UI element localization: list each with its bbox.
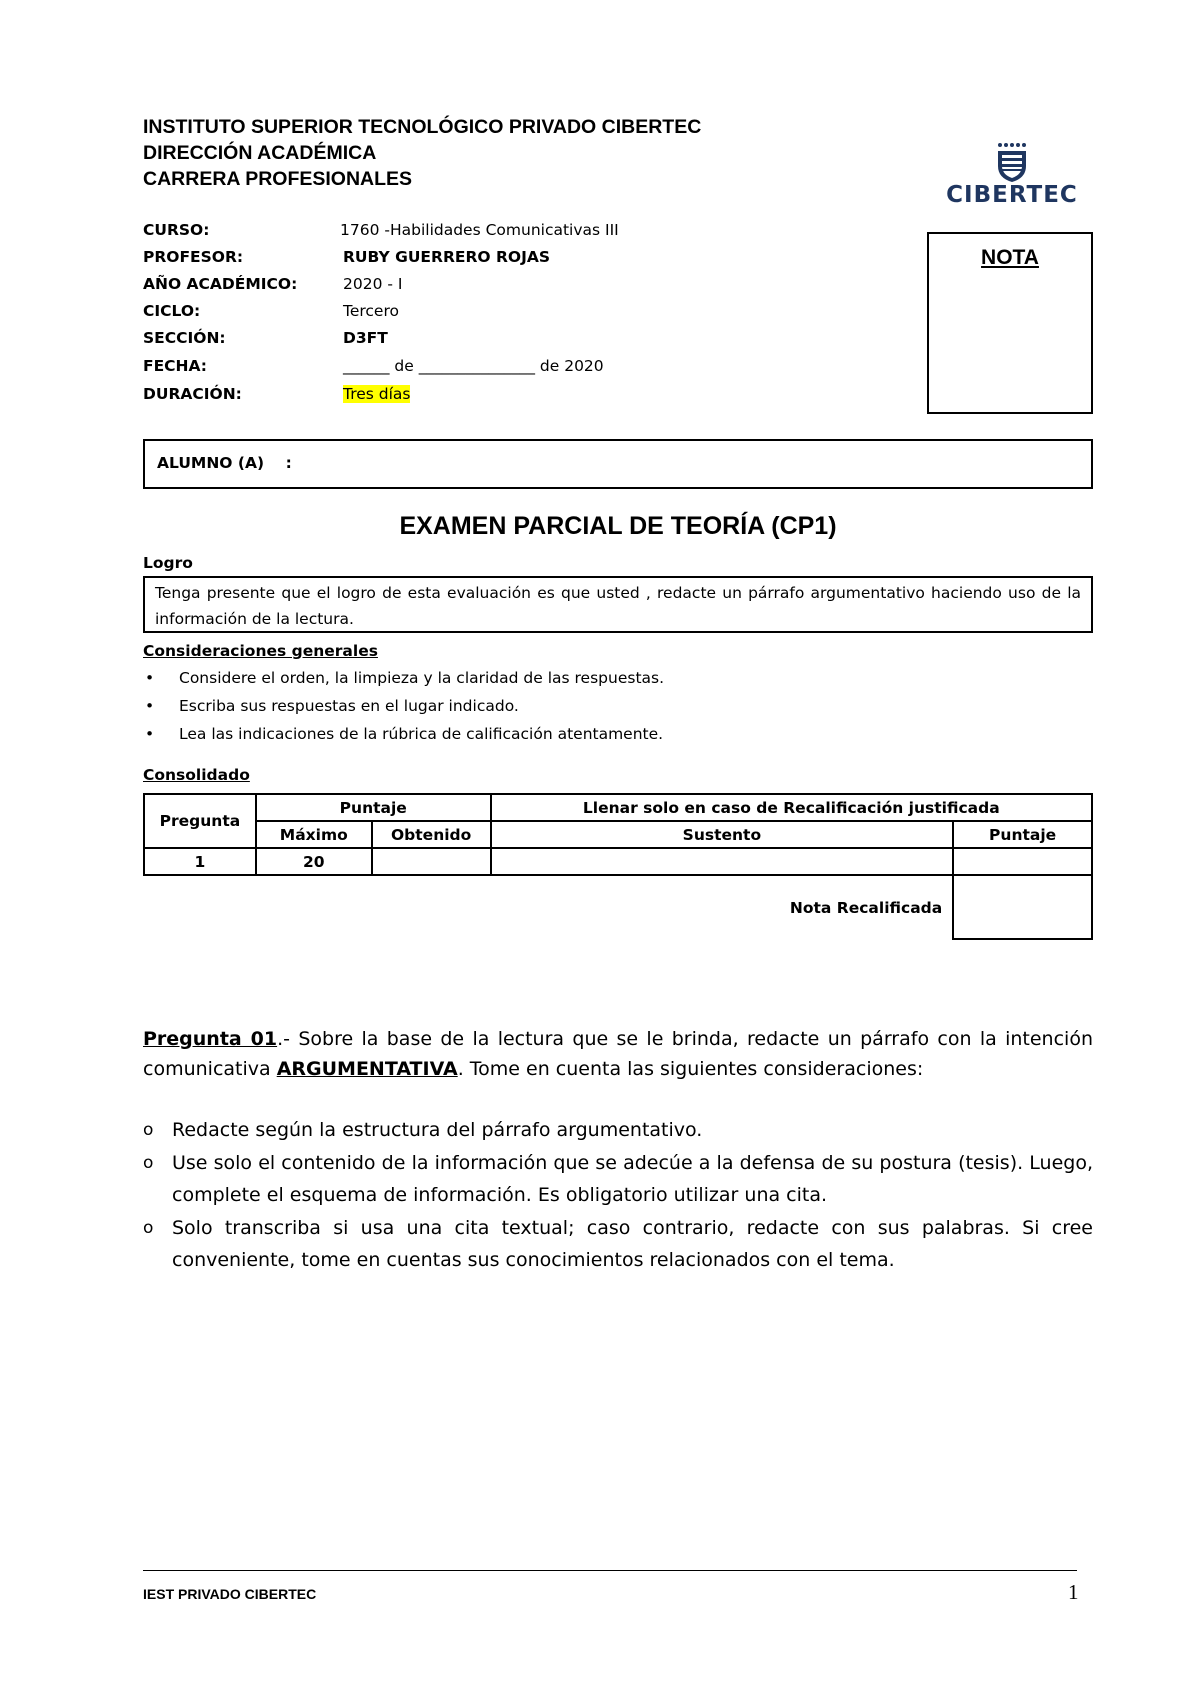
course-value: 1760 -Habilidades Comunicativas III	[340, 221, 619, 239]
table-header-row	[144, 794, 1092, 821]
grade-box[interactable]	[927, 232, 1093, 414]
list-item-text: Solo transcriba si usa una cita textual; caso contrario, redacte con sus palabras. Si cree conveniente, tome en cuentas sus conocimientos relacionados con el tema.	[172, 1216, 1093, 1271]
question-text-part1: .- Sobre la base de la lectura que se le brinda, redacte un párrafo con la intención comunicativa	[143, 1028, 1093, 1080]
considerations-list	[143, 664, 1093, 748]
duration-value	[343, 385, 410, 403]
header-obtenido: Obtenido	[372, 821, 491, 848]
achievement-box: Tenga presente que el logro de esta evaluación es que usted , redacte un párrafo argumentativo haciendo uso de la información de la lectura.	[143, 576, 1093, 633]
institution-name: INSTITUTO SUPERIOR TECNOLÓGICO PRIVADO CIBERTEC	[143, 116, 702, 138]
footer-divider	[143, 1570, 1077, 1571]
list-item	[143, 692, 1093, 720]
bullet-icon: •	[145, 697, 155, 715]
nota-recalificada-label: Nota Recalificada	[789, 898, 943, 917]
achievement-label: Logro	[143, 554, 193, 572]
question-label: Pregunta 01	[143, 1028, 278, 1050]
bullet-icon: •	[145, 725, 155, 743]
general-considerations-label: Consideraciones generales	[143, 642, 378, 660]
professor-value: RUBY GUERRERO ROJAS	[343, 248, 551, 266]
circle-bullet-icon: o	[143, 1120, 154, 1140]
career-label: CARRERA PROFESIONALES	[143, 168, 413, 190]
header-recalificacion: Llenar solo en caso de Recalificación justificada	[491, 794, 1092, 821]
bullet-icon: •	[145, 669, 155, 687]
table-subheader-row	[144, 821, 1092, 848]
question-emphasis: ARGUMENTATIVA	[276, 1058, 458, 1080]
shield-icon	[936, 142, 1088, 182]
course-label: CURSO:	[143, 221, 210, 239]
cibertec-logo	[936, 142, 1088, 212]
list-item-text: Use solo el contenido de la información que se adecúe a la defensa de su postura (tesis). Luego, complete el esquema de información. Es obligatorio utilizar una cita.	[172, 1151, 1093, 1206]
cell-obtenido[interactable]	[372, 848, 491, 875]
duration-label: DURACIÓN:	[143, 385, 242, 403]
page-number: 1	[1068, 1580, 1079, 1604]
header-puntaje: Puntaje	[256, 794, 491, 821]
date-value: ______ de _______________ de 2020	[343, 357, 604, 375]
footer-institution: IEST PRIVADO CIBERTEC	[143, 1586, 317, 1602]
logo-text: CIBERTEC	[946, 182, 1078, 208]
table-row	[144, 848, 1092, 875]
list-item	[143, 1114, 1093, 1147]
cycle-label: CICLO:	[143, 302, 201, 320]
academic-year-label: AÑO ACADÉMICO:	[143, 275, 298, 293]
date-label: FECHA:	[143, 357, 208, 375]
list-item	[143, 720, 1093, 748]
cell-puntaje-recalificado[interactable]	[953, 848, 1092, 875]
cycle-value: Tercero	[343, 302, 399, 320]
consolidated-table	[143, 793, 1093, 940]
list-item	[143, 664, 1093, 692]
cell-pregunta: 1	[144, 848, 256, 875]
list-item	[143, 1147, 1093, 1212]
consolidated-label: Consolidado	[143, 766, 250, 784]
duration-highlight: Tres días	[343, 385, 411, 403]
list-item-text: Lea las indicaciones de la rúbrica de calificación atentamente.	[179, 725, 664, 743]
list-item-text: Redacte según la estructura del párrafo argumentativo.	[172, 1119, 703, 1141]
exam-title: EXAMEN PARCIAL DE TEORÍA (CP1)	[399, 512, 837, 540]
professor-label: PROFESOR:	[143, 248, 244, 266]
list-item	[143, 1212, 1093, 1277]
cell-maximo: 20	[256, 848, 372, 875]
student-label: ALUMNO (A) :	[157, 454, 292, 472]
section-label: SECCIÓN:	[143, 329, 226, 347]
header-sustento: Sustento	[491, 821, 954, 848]
academic-year-value: 2020 - I	[343, 275, 403, 293]
header-puntaje-recalificado: Puntaje	[953, 821, 1092, 848]
grade-label: NOTA	[981, 246, 1039, 269]
question-prompt	[143, 1024, 1093, 1084]
nota-recalificada-cell[interactable]	[953, 875, 1092, 939]
question-instructions-list	[143, 1114, 1093, 1277]
section-value: D3FT	[343, 329, 388, 347]
header-pregunta: Pregunta	[144, 794, 256, 848]
list-item-text: Escriba sus respuestas en el lugar indicado.	[179, 697, 519, 715]
student-name-field[interactable]	[143, 439, 1093, 489]
nota-recalificada-row	[144, 875, 1092, 939]
list-item-text: Considere el orden, la limpieza y la claridad de las respuestas.	[179, 669, 665, 687]
academic-direction: DIRECCIÓN ACADÉMICA	[143, 142, 377, 164]
question-text-part2: . Tome en cuenta las siguientes consideraciones:	[457, 1058, 924, 1080]
cell-sustento[interactable]	[491, 848, 954, 875]
circle-bullet-icon: o	[143, 1217, 154, 1238]
header-maximo: Máximo	[256, 821, 372, 848]
circle-bullet-icon: o	[143, 1152, 154, 1173]
